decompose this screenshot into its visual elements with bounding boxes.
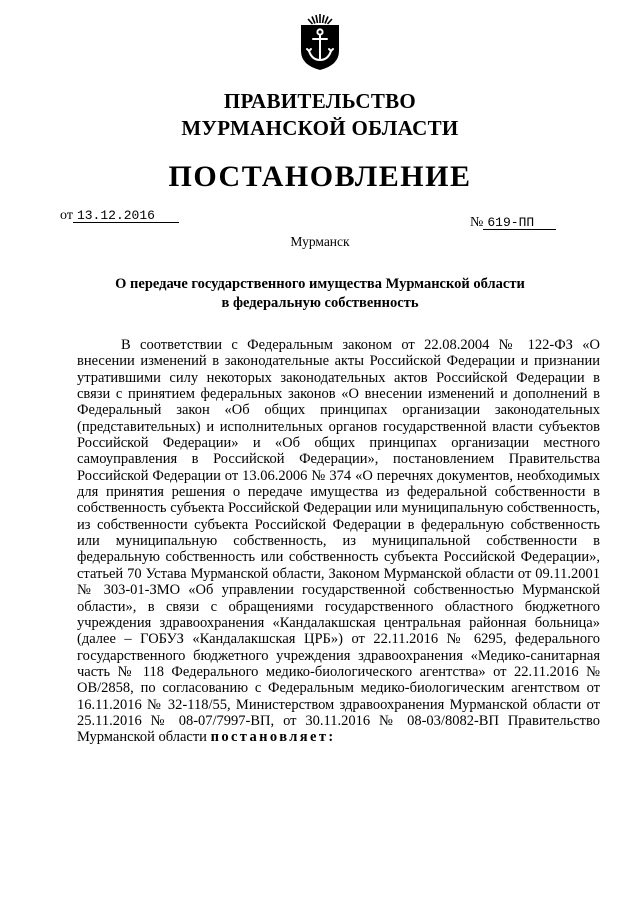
city: Мурманск <box>290 234 350 249</box>
resolves-word: постановляет: <box>210 729 336 746</box>
murmansk-coat-of-arms-icon <box>297 13 343 71</box>
gov-title-line1: ПРАВИТЕЛЬСТВО <box>223 89 417 113</box>
document-type: ПОСТАНОВЛЕНИЕ <box>168 160 472 193</box>
date-line <box>60 208 179 224</box>
number-line <box>470 215 556 231</box>
document-number: 619-ПП <box>483 216 556 230</box>
government-title <box>0 88 640 142</box>
number-prefix: № <box>470 215 484 230</box>
subject-line2: в федеральную собственность <box>221 295 419 311</box>
body-paragraph <box>77 337 600 746</box>
subject-line1: О передаче государственного имущества Мурманской области <box>115 276 525 292</box>
subject-heading <box>110 275 530 313</box>
gov-title-line2: МУРМАНСКОЙ ОБЛАСТИ <box>181 116 459 140</box>
body-text: В соответствии с Федеральным законом от 22.08.2004 № 122-ФЗ «О внесении изменений в законодательные акты Российской Федерации и признании утратившими силу некоторых законодательных актов Российской Федерации в связи с принятием федеральных законов «О внесении изменений и дополнений в Федеральный закон «Об общих принципах организации законодательных (представительных) и исполнительных органов государственной власти субъектов Российской Федерации» и «Об общих принципах организации местного самоуправления в Российской Федерации», постановлением Правительства Российской Федерации от 13.06.2006 № 374 «О перечнях документов, необходимых для принятия решения о передаче имущества из федеральной собственности в собственность субъекта Российской Федерации или муниципальную собственность, из собственности субъекта Российской Федерации в федеральную собственность или муниципальную собственность, из муниципальной собственности в федеральную собственность или собственность субъекта Российской Федерации», статьей 70 Устава Мурманской области, Законом Мурманской области от 09.11.2001 № 303-01-ЗМО «Об управлении государственной собственностью Мурманской области», в связи с обращениями государственного областного бюджетного учреждения здравоохранения «Кандалакшская центральная районная больница» (далее – ГОБУЗ «Кандалакшская ЦРБ») от 22.11.2016 № 6295, федерального государственного бюджетного учреждения здравоохранения «Медико-санитарная часть № 118 Федерального медико-биологического агентства» от 22.11.2016 № ОВ/2858, по согласованию с Федеральным медико-биологическим агентством от 16.11.2016 № 32-118/55, Министерством здравоохранения Мурманской области от 25.11.2016 № 08-07/7997-ВП, от 30.11.2016 № 08-03/8082-ВП Правительство Мурманской области <box>77 337 600 746</box>
document-date: 13.12.2016 <box>73 209 179 223</box>
date-prefix: от <box>60 208 73 223</box>
